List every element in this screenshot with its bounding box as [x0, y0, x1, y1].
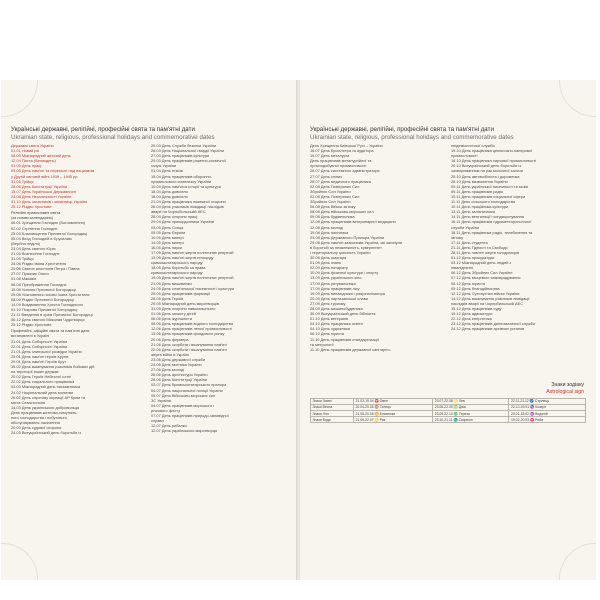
holiday-item: у Другій світовій війні 1939 – 1945 рр.	[11, 173, 79, 179]
holiday-item: 21.05 День вишиванки	[151, 280, 192, 286]
zodiac-sign-cell: 23.09-22.10 ♎ Терези	[433, 411, 509, 417]
holiday-item: 28.09 День машинобудівника	[310, 306, 363, 311]
holiday-item: 12.07 День українського миротворця	[151, 428, 218, 434]
holiday-item: 19.09 День винахідника і раціоналізатора	[310, 290, 385, 296]
holiday-item: 12.04 Пасха (Великдень)	[11, 158, 56, 164]
holiday-item: 31.05 День охорони навколишнього	[151, 306, 216, 311]
holiday-item: 27.07 Празник Ольги	[11, 271, 49, 277]
holiday-item: 10.11 День працівників соціальної сфери	[451, 193, 526, 199]
holiday-item: 28.04 День охорони праці	[151, 214, 198, 220]
holiday-item: 23.08 День Державного Прапора України	[310, 234, 385, 240]
section-heading: Професійні, офіційні свята та пам'ятні дати,	[11, 328, 91, 334]
holiday-item: 27.03 День працівників культури	[151, 153, 210, 159]
holiday-item: 06.01 Хрещення Господнє (Богоявлення)	[11, 220, 85, 226]
holiday-item: 13.05 День пам'яті жертв геноциду	[151, 255, 214, 261]
holiday-item: 26.04 День учасників ліквідації наслідків	[151, 204, 224, 210]
holiday-item: 09.11 День працівників радіо	[451, 188, 503, 194]
holiday-item: служби України	[451, 224, 480, 230]
holiday-item: 03.12 Міжнародний день людей з	[451, 260, 512, 266]
holiday-item: 27.09 День туризму	[310, 300, 346, 306]
holiday-item: 15.12 День працівників суду	[451, 306, 502, 311]
holiday-item: 23.04 День святого Юрія	[11, 245, 56, 251]
holiday-item: в боротьбі за незалежність, суверенітет	[310, 244, 382, 250]
holiday-item: 01.01 Новий рік	[11, 148, 40, 154]
zodiac-sign-cell: 21.05-20.06 ♊ Близнюки	[354, 411, 433, 417]
holiday-item: 29.08 Усікновення голови Іоана Хрестителя	[11, 291, 90, 297]
holiday-item: 19.10 День працівника целюлозно-паперової	[451, 148, 533, 154]
holiday-item: 03.03 Міжнародний день письменника	[11, 384, 81, 390]
holiday-item: 16.05 День науки	[151, 244, 182, 250]
holiday-item: 14.12 День вшанування учасників ліквідації	[451, 295, 530, 301]
header-title-uk: Українські державні, релігійні, професійні свята та пам'ятні дати	[11, 126, 195, 133]
holiday-item: 05.05 День Європи	[151, 229, 186, 235]
holiday-item: Державні свята України	[11, 143, 54, 148]
holiday-item: 08.03 Міжнародний жіночий день	[11, 153, 71, 159]
holiday-item: 14.03 День українського добровольця	[11, 404, 80, 410]
zodiac-group-cell: Знаки Зимні	[311, 399, 354, 405]
holiday-item: епідеміологічної служби	[451, 143, 495, 148]
holiday-item: 16.11 День працівників гідрометеорологічної	[451, 219, 532, 225]
holiday-item: 14.11 День вентиляції і кондиціонування	[451, 214, 524, 220]
holiday-item: 06.08 День Військ зв'язку	[310, 204, 356, 210]
holiday-item: 24.06 День митника України	[151, 362, 202, 368]
holiday-item: 23.12 День працівників дипломатичної служби	[451, 321, 535, 327]
holiday-column-right-2	[451, 143, 591, 331]
zodiac-group-cell: Знаки Літо	[311, 411, 354, 417]
holiday-item: 28.11 День пам'яті жертв голодоморів	[451, 249, 520, 255]
holiday-item: 25.03 Благовіщення Пресвятої Богородиці	[11, 230, 88, 236]
holiday-item: 01.06 День захисту дітей	[151, 311, 196, 317]
holiday-item: 02.02 Стрітення Господнє	[11, 225, 58, 231]
holiday-item: 20.06 День фермера	[151, 336, 189, 342]
holiday-column-left-2	[151, 143, 291, 433]
holiday-item: справи	[151, 418, 164, 424]
holiday-item: 05.04 Вход Господній в Єрусалим	[11, 235, 72, 241]
holiday-item: 06.12 День Збройних Сил України	[451, 270, 513, 276]
holiday-item: річкового флоту	[151, 407, 181, 413]
holiday-item: 23.06 День державної служби	[151, 356, 206, 362]
holiday-column-left-1	[11, 143, 151, 435]
holiday-item: 20.02 День Героїв Небесної сотні	[11, 374, 71, 380]
holiday-item: Збройних Сил України	[310, 199, 351, 205]
holiday-item: 21.11 День Гідності та Свободи	[451, 244, 508, 250]
zodiac-title	[546, 382, 584, 395]
holiday-item: аварії на Чорнобильській АЕС	[151, 209, 206, 215]
holiday-item: 02.09 День нотаріату	[310, 265, 348, 271]
zodiac-sign-cell: 23.10-21.11 ♏ Скорпіон	[433, 417, 509, 423]
holiday-item: 10.11 День працівника культури	[451, 204, 509, 210]
right-page	[300, 80, 596, 580]
holiday-item: 18.10 День працівника харчової промисловості	[451, 158, 536, 164]
holiday-item: 21.01 День злиношхої розвідки України	[11, 348, 82, 354]
holiday-item: 26.02 День спротиву окупації АР Крим та	[11, 394, 86, 400]
header-title-en: Ukrainian state, religious, professional holidays and commemorative dates	[11, 133, 215, 141]
holiday-item: 19.08 День пасічника	[310, 229, 349, 235]
holiday-item: 16.11 День працівника радіо, телебачення та	[451, 229, 533, 235]
zodiac-title-uk: Знаки зодіаку	[551, 382, 584, 388]
holiday-item: 20.03 День судової охорони	[11, 425, 62, 431]
holiday-item: 24.12 День працівників архівних установ	[451, 326, 525, 332]
zodiac-sign-cell: 22.12-19.01 ♑ Козеріг	[509, 405, 586, 411]
holiday-item: 24.08 День Незалежності України	[11, 193, 72, 199]
holiday-item: 16.07 День бухгалтера та аудитора	[310, 148, 374, 154]
header-title-uk: Українські державні, релігійні, професійні свята та пам'ятні дати	[310, 126, 494, 133]
holiday-item: 18.04 День довкілля	[151, 193, 188, 199]
holiday-item: 21.05 Вознесіння Господнє	[11, 250, 60, 256]
holiday-item: 14.05 День матері	[151, 239, 184, 245]
holiday-item: 01.12 День прокуратури	[451, 255, 495, 261]
holiday-item: 22.02 День соціального працівника	[11, 379, 75, 385]
holiday-item: 01.05 День праці	[11, 163, 42, 169]
holiday-item: гірничодобувної промисловості	[310, 163, 367, 169]
page-header	[310, 126, 590, 141]
zodiac-sign-cell: 23.07-22.08 ♌ Лев	[433, 399, 509, 405]
holiday-item: 26.03 День Національної гвардії України	[151, 148, 224, 154]
holiday-item: 29.04 День прикордонника України	[151, 219, 214, 225]
holiday-item: 15.02 День вшанування учасників бойових дій	[11, 364, 95, 370]
holiday-item: 01.10 День ветеранів	[310, 316, 349, 322]
holiday-item: 08.12 День юриста	[451, 280, 485, 286]
holiday-item: День працівників житлово-комуналь-	[11, 409, 78, 415]
holiday-item: та метрології	[310, 341, 334, 347]
holiday-item: галузі України	[151, 163, 177, 169]
holiday-item: 14.09 Воздвиження Хреста Господнього	[11, 301, 84, 307]
holiday-item: 06.06 День журналіста	[151, 316, 192, 322]
holiday-item: 01.10 День захисників і захисниць України	[11, 199, 88, 205]
holiday-item: 30.09 Всеукраїнський день бібліотек	[310, 311, 376, 317]
holiday-item: на території інших держав	[11, 369, 59, 375]
holiday-item: зв'язку	[451, 234, 464, 240]
holiday-item: ного господарства і побутового	[11, 414, 68, 420]
decorative-circle	[1, 543, 38, 580]
zodiac-sign-cell: 20.04-20.05 ♉ Телець	[354, 405, 433, 411]
holiday-item: 02.08 День Повітряних Сил	[310, 193, 360, 199]
holiday-item: 19.07 День металурга	[310, 153, 350, 159]
holiday-item: 28.05 День Героїв	[151, 295, 184, 301]
holiday-item: 21.04 День працівника пожежної охорони	[151, 199, 226, 205]
holiday-item: 25.12 Різдво Христове	[11, 322, 52, 328]
holiday-item: 22.06 День скорботи і вшанування пам'яті	[151, 346, 227, 352]
holiday-item: 03.05 День Сонця	[151, 224, 184, 230]
holiday-item: 06.08 Преображення Господнє	[11, 281, 67, 287]
holiday-item: 08.08 День військово-морських сил	[310, 209, 374, 215]
holiday-item: 05.07 День Військово-морських сил	[151, 392, 216, 398]
holiday-item: 02.08 День Повітряних Сил	[310, 183, 360, 189]
holiday-item: 25.03 День Служби безпеки України	[151, 143, 217, 148]
holiday-item: 13.06 День працівників фондового ринку	[151, 331, 225, 337]
holiday-item: 06.12 День святого Миколая Чудотворця	[11, 317, 85, 323]
holiday-item: 26.07 День системного адміністратора	[310, 168, 380, 174]
holiday-item: наслідків аварії на Чорнобильській АЕС	[451, 300, 524, 306]
zodiac-sign-cell: 21.03-19.04 ♈ Овен	[354, 399, 433, 405]
holiday-item: 29.08 День пам'яті захисників України, які загинули	[310, 239, 403, 245]
holiday-item: 04.07 День національної поліції України	[151, 387, 223, 393]
holiday-item: 12.08 День працівників ветеринарної медицини	[310, 219, 396, 225]
holiday-item: 01.10 Покрова Пресвятої Богородиці	[11, 307, 78, 312]
holiday-item: 17.09 День працівників лісу	[310, 285, 360, 291]
holiday-item: 13.11 День залізничника	[451, 209, 496, 215]
holiday-item: 28.07 День медичного працівника	[310, 178, 371, 184]
holiday-item: 20.10 Всеукраїнський день боротьби із	[451, 163, 522, 169]
holiday-item: (Вербна неділя)	[11, 240, 40, 246]
holiday-item: встановлені в Україні	[11, 333, 50, 339]
holiday-item: (за новим календарем)	[11, 215, 53, 221]
holiday-item: День Хрещення Київської Русі – України	[310, 143, 383, 148]
holiday-item: 19.12 День адвокатури	[451, 311, 493, 317]
section-heading: Релігійні православні свята	[11, 210, 61, 216]
holiday-item: кримськотатарського народу	[151, 270, 203, 276]
holiday-item: 12.08 День молоді	[310, 224, 344, 230]
holiday-item: 03.07 День Кримськотатарського прапора	[151, 382, 227, 388]
holiday-item: 19.05 День пам'яті жертв політичних репресій	[151, 275, 234, 281]
holiday-item: 24.02 Національний день молитви	[11, 389, 74, 395]
holiday-item: 31.05 Трійця	[11, 256, 34, 262]
zodiac-sign-cell: 20.01-18.02 ♒ Водолій	[509, 411, 586, 417]
holiday-item: 22.01 День Соборності України	[11, 343, 68, 349]
holiday-item: 01.08 Маковія	[11, 276, 37, 282]
zodiac-group-cell: Знаки Весна	[311, 405, 354, 411]
holiday-item: 29.05 Міжнародний день миротворців	[151, 300, 219, 306]
holiday-item: ЗС України	[151, 397, 171, 403]
holiday-item: промислового комплексу України	[151, 178, 212, 184]
holiday-item: 20.09 День партизанської слави	[310, 295, 368, 301]
holiday-item: 22.12 День енергетика	[451, 316, 492, 322]
left-page	[1, 80, 297, 580]
holiday-item: Збройних Сил України	[310, 188, 351, 194]
holiday-item: 24.03 Всеукраїнський день боротьби із	[11, 430, 82, 436]
zodiac-table	[310, 398, 586, 423]
holiday-item: 15.04 День працівників оборонно-	[151, 173, 213, 179]
holiday-item: міста Севастополя	[11, 399, 46, 405]
holiday-item: 25.12 Різдво Христове	[11, 204, 52, 210]
holiday-item: 29.01 День пам'яті Героїв Крут	[11, 358, 67, 364]
holiday-item: 15.08 Успіння Пресвятої Богородиці	[11, 286, 76, 292]
holiday-item: обслуговування населення	[11, 420, 60, 426]
holiday-item: 10.09 День фізичної культури і спорту	[310, 270, 379, 276]
holiday-item: 07.12 День місцевого самоврядування	[451, 275, 521, 281]
holiday-item: 24.06 Різдво Івана Хрестителя	[11, 261, 67, 267]
holiday-item: 21.01 День Соборності України	[11, 338, 68, 344]
holiday-item: 28.10 День визволення України	[451, 178, 508, 184]
holiday-item: 09.12 День благодійництва	[451, 285, 500, 291]
holiday-item: інвалідністю	[451, 265, 474, 271]
holiday-column-right-1	[310, 143, 448, 352]
holiday-item: 04.07 День працівників морського і	[151, 402, 214, 408]
holiday-item: 29.01 День пам'яті героїв Крутів	[11, 353, 69, 359]
holiday-item: 09.08 День будівельника	[310, 214, 355, 220]
holiday-item: 11.10 День працівників державної санітарно-	[310, 346, 391, 352]
holiday-item: кримськотатарського народу	[151, 260, 203, 266]
holiday-item: 30.08 День шахтаря	[310, 255, 347, 261]
holiday-item: 21.06 День скорботи і вшанування пам'яті	[151, 341, 227, 347]
zodiac-group-cell: Знаки Вода	[311, 417, 354, 423]
holiday-item: 07.07 День працівників природо-заповідної	[151, 412, 229, 418]
holiday-item: 15.07 День Української Державності	[11, 188, 77, 194]
zodiac-sign-cell: 22.11-21.12 ♐ Стрілець	[509, 399, 586, 405]
holiday-item: 09.11 День української писемності та мови	[451, 183, 528, 189]
holiday-item: 13.09 День українського кіно	[310, 275, 362, 281]
holiday-item: 08.09 Різдво Пресвятої Богородиці	[11, 296, 74, 302]
zodiac-sign-cell: 23.08-22.09 ♍ Діва	[433, 405, 509, 411]
holiday-item: 28.06 День Конституції України	[11, 183, 68, 189]
holiday-item: 28.06 День архітектури України	[151, 372, 208, 378]
zodiac-row	[311, 417, 586, 423]
holiday-item: 25.10 День автомобіліста і дорожника	[451, 173, 520, 179]
holiday-item: 17.09 День рятувальника	[310, 280, 356, 286]
holiday-item: промисловості	[451, 153, 478, 159]
holiday-item: 24.05 День слов'янської писемності і культури	[151, 285, 235, 291]
holiday-item: 28.06 День Конституції України	[151, 377, 208, 383]
holiday-item: захворюванням на рак молочної залози	[451, 168, 523, 174]
holiday-item: 21.11 Введення в храм Пресвятої Богородиці	[11, 312, 93, 318]
holiday-item: 17.05 День пам'яті жертв політичних репресій	[151, 249, 234, 255]
holiday-item: 12.12 День Сухопутних військ України	[451, 290, 520, 296]
holiday-item: 18.05 День боротьби за права	[151, 265, 206, 271]
page-header	[11, 126, 291, 141]
holiday-item: жертв війни в Україні	[151, 351, 189, 357]
zodiac-title-en: Astrological sign	[546, 388, 584, 395]
holiday-item: 10.05 День матері	[151, 234, 184, 240]
holiday-item: 17.11 День студента	[451, 239, 488, 245]
holiday-item: 31.05 Трійця	[11, 178, 34, 184]
holiday-item: 04.10 День працівника освіти	[310, 321, 363, 327]
holiday-item: 06.10 День юриста	[310, 331, 344, 337]
holiday-item: 29.03 День працівників ракетно-космічної	[151, 158, 226, 164]
holiday-item: 18.04 День довкілля	[151, 188, 188, 194]
zodiac-sign-cell: 21.06-22.07 ♋ Рак	[354, 417, 433, 423]
zodiac-sign-cell: 19.02-20.03 ♓ Риби	[509, 417, 586, 423]
holiday-item: День працівників металургійної та	[310, 158, 372, 164]
holiday-item: 11.10 День працівників стандартизації	[310, 336, 379, 342]
holiday-item: 01.09 День знань	[310, 260, 342, 266]
holiday-item: 09.05 День пам'яті та перемоги над нацизмом	[11, 168, 95, 174]
decorative-circle	[1, 80, 38, 117]
holiday-item: 08.06 День працівників водного господарства	[151, 321, 233, 327]
holiday-item: 04.10 День художника	[310, 326, 350, 332]
decorative-circle	[559, 80, 596, 117]
header-title-en: Ukrainian state, religious, professional holidays and commemorative dates	[310, 133, 514, 141]
holiday-item: 12.06 День працівників легкої промисловості	[151, 326, 232, 332]
holiday-item: 11.11 День сільського господарства	[451, 199, 515, 205]
holiday-item: 01.04 День птахів	[151, 168, 183, 174]
holiday-item: 27.07 День сліпих	[310, 173, 343, 179]
holiday-item: і територіальну цілісність України	[310, 249, 371, 255]
holiday-item: 29.06 Святих апостолів Петра і Павла	[11, 266, 80, 272]
holiday-item: 27.06 День молоді	[151, 367, 185, 373]
holiday-item: 12.07 День рибалки	[151, 423, 187, 429]
holiday-item: 25.05 День працівників фармації	[151, 290, 211, 296]
holiday-item: 10.04 День пам'яток історії та культури	[151, 183, 221, 189]
decorative-circle	[559, 543, 596, 580]
